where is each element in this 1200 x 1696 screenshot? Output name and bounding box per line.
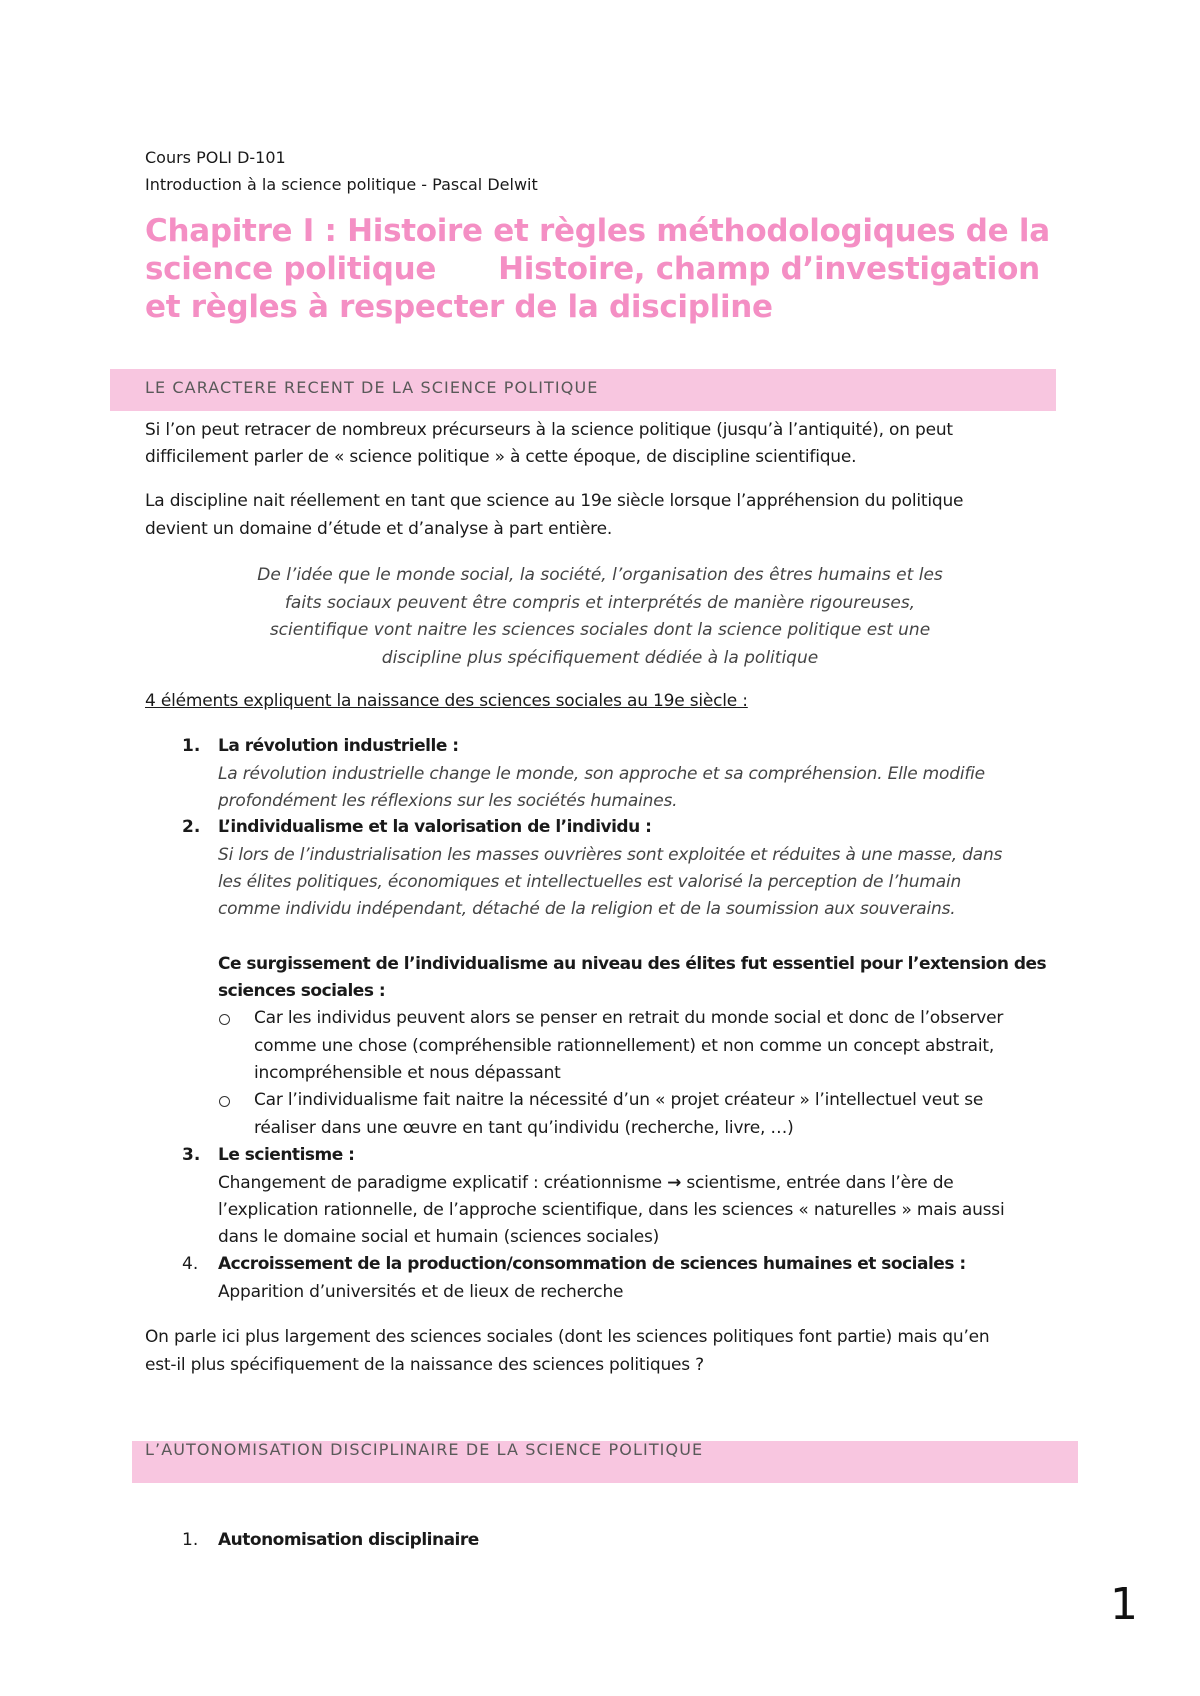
list-number: 3. (182, 1145, 201, 1165)
quote-line: discipline plus spécifiquement dédiée à la politique (381, 647, 819, 668)
chapter-title-line2b: Histoire, champ d’investigation (498, 251, 1040, 287)
course-subtitle: Introduction à la science politique - Pascal Delwit (145, 175, 538, 194)
list-number: 4. (182, 1254, 199, 1274)
paragraph-line: Si l’on peut retracer de nombreux précurseurs à la science politique (jusqu’à l’antiquité), on peut (145, 420, 953, 440)
list-item-text: La révolution industrielle change le monde, son approche et sa compréhension. Elle modifie (218, 764, 985, 784)
quote-line: scientifique vont naitre les sciences sociales dont la science politique est une (269, 620, 931, 640)
list-intro: 4 éléments expliquent la naissance des sciences sociales au 19e siècle : (145, 691, 748, 711)
list-number: 1. (182, 1530, 199, 1550)
chapter-title (145, 212, 1085, 326)
list-item-text: profondément les réflexions sur les sociétés humaines. (218, 791, 678, 811)
list-item-text: dans le domaine social et humain (sciences sociales) (218, 1227, 660, 1247)
quote-line: faits sociaux peuvent être compris et interprétés de manière rigoureuses, (284, 592, 916, 613)
sub-item-text: Car l’individualisme fait naitre la nécessité d’un « projet créateur » l’intellectuel veut se (254, 1090, 984, 1110)
chapter-title-line3: et règles à respecter de la discipline (145, 289, 773, 325)
list-item-text: Si lors de l’industrialisation les masses ouvrières sont exploitée et réduites à une masse, dans (218, 845, 1003, 865)
list-item-title: Le scientisme : (218, 1145, 355, 1165)
paragraph-line: On parle ici plus largement des sciences sociales (dont les sciences politiques font partie) mais qu’en (145, 1327, 990, 1347)
emphasis-line: sciences sociales : (218, 981, 386, 1001)
section-heading: LE CARACTERE RECENT DE LA SCIENCE POLITIQUE (145, 378, 599, 397)
list-item-title: L’individualisme et la valorisation de l’individu : (218, 817, 652, 837)
sub-item-text: réaliser dans une œuvre en tant qu’individu (recherche, livre, …) (254, 1118, 794, 1138)
chapter-title-line2a: science politique (145, 251, 437, 287)
page-number: 1 (1110, 1579, 1138, 1630)
emphasis-line: Ce surgissement de l’individualisme au niveau des élites fut essentiel pour l’extension des (218, 954, 1047, 974)
paragraph-line: difficilement parler de « science politique » à cette époque, de discipline scientifique. (145, 447, 857, 467)
course-code: Cours POLI D-101 (145, 148, 286, 167)
sub-item-text: Car les individus peuvent alors se penser en retrait du monde social et donc de l’observer (254, 1008, 1004, 1028)
list-item-text: comme individu indépendant, détaché de la religion et de la soumission aux souverains. (218, 899, 956, 919)
list-item-text: Apparition d’universités et de lieux de recherche (218, 1282, 624, 1302)
chapter-title-line1: Chapitre I : Histoire et règles méthodologiques de la (145, 213, 1050, 249)
chapter-title-line2 (145, 250, 1085, 288)
list-number: 2. (182, 817, 201, 837)
list-number: 1. (182, 736, 201, 756)
list-item-title: Accroissement de la production/consommation de sciences humaines et sociales : (218, 1254, 966, 1274)
sub-item-text: incompréhensible et nous dépassant (254, 1063, 561, 1083)
list-item-text (218, 1170, 954, 1197)
arrow-right-icon: → (667, 1173, 682, 1193)
paragraph-line: est-il plus spécifiquement de la naissance des sciences politiques ? (145, 1355, 704, 1375)
circle-bullet-icon (219, 1096, 230, 1107)
sub-item-text: comme une chose (compréhensible rationnellement) et non comme un concept abstrait, (254, 1036, 995, 1056)
paragraph-line: La discipline nait réellement en tant que science au 19e siècle lorsque l’appréhension du politique (145, 491, 964, 511)
list-item-text-part: Changement de paradigme explicatif : créationnisme (218, 1173, 668, 1193)
list-item-title: La révolution industrielle : (218, 736, 459, 756)
list-item-title: Autonomisation disciplinaire (218, 1530, 479, 1550)
quote-block (145, 562, 1055, 672)
list-item-text: les élites politiques, économiques et intellectuelles est valorisé la perception de l’humain (218, 872, 962, 892)
quote-line: De l’idée que le monde social, la société, l’organisation des êtres humains et les (257, 565, 943, 585)
list-item-text: l’explication rationnelle, de l’approche scientifique, dans les sciences « naturelles » mais aussi (218, 1200, 1005, 1220)
list-item-text-part: scientisme, entrée dans l’ère de (681, 1173, 954, 1193)
section-heading: L’AUTONOMISATION DISCIPLINAIRE DE LA SCIENCE POLITIQUE (145, 1440, 704, 1459)
paragraph-line: devient un domaine d’étude et d’analyse à part entière. (145, 519, 613, 539)
circle-bullet-icon (219, 1014, 230, 1025)
